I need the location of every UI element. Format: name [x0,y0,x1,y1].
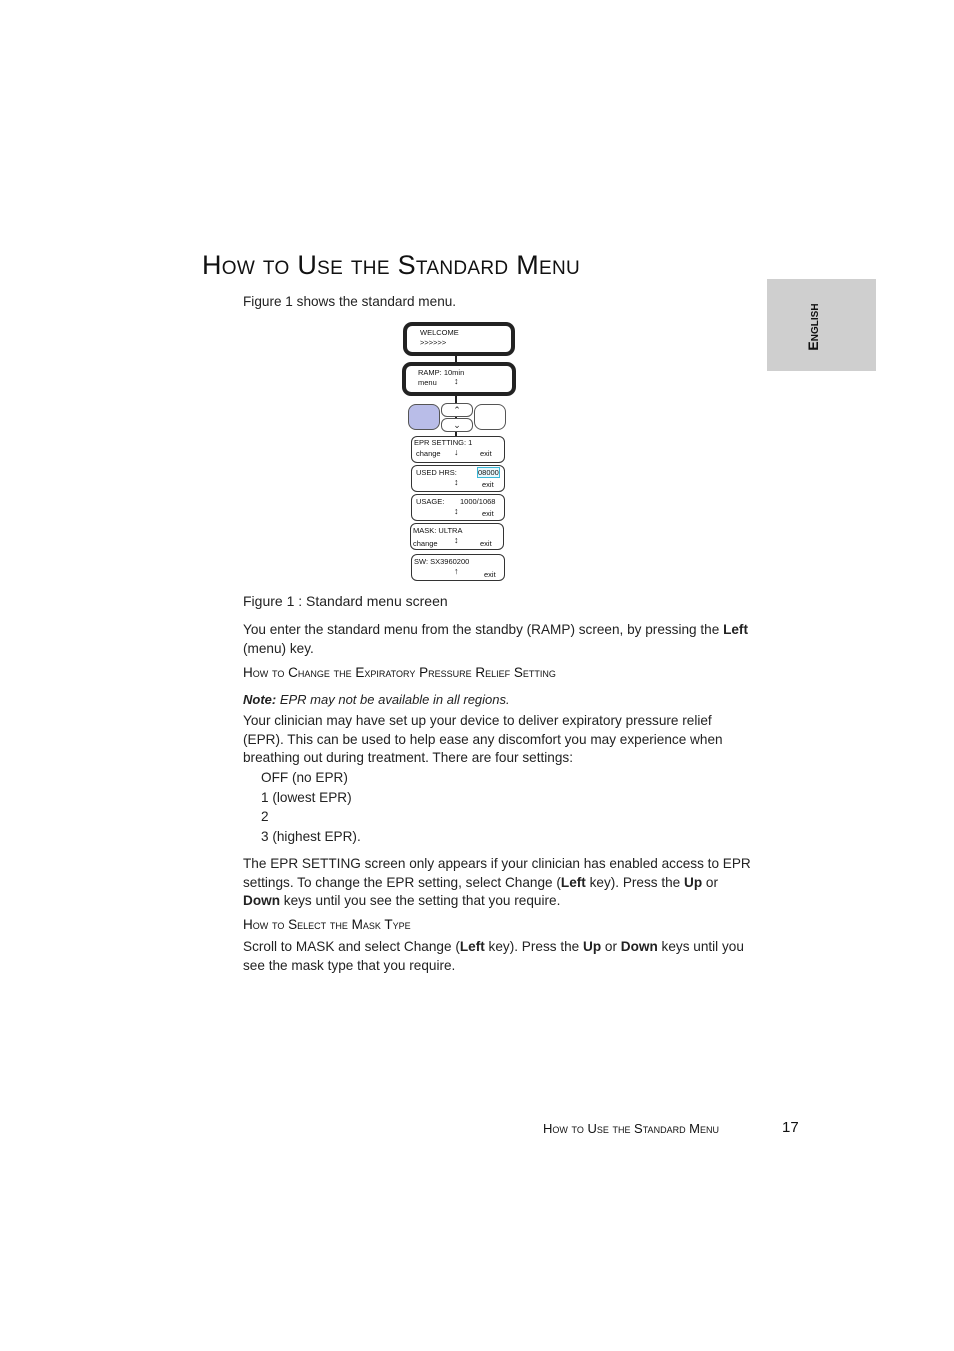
ramp-line1: RAMP: 10min [418,368,465,377]
list-item: 1 (lowest EPR) [261,790,352,805]
ramp-line2: menu [418,378,437,387]
language-tab-label: English [805,303,821,351]
usage-line1: USAGE: [416,497,445,506]
usage-right-label: exit [482,509,494,518]
mask-line1: MASK: ULTRA [413,526,463,535]
updown-arrow-icon: ↕ [454,477,459,487]
section-heading-mask: How to Select the Mask Type [243,917,411,932]
language-tab [767,279,876,371]
section-heading-epr: How to Change the Expiratory Pressure Relief Setting [243,665,556,680]
up-key-button[interactable]: ⌃ [441,403,473,417]
welcome-line2: >>>>>> [420,338,447,347]
list-item: OFF (no EPR) [261,770,348,785]
footer-title: How to Use the Standard Menu [543,1121,720,1136]
epr-left-label: change [416,449,441,458]
down-arrow-icon: ↓ [454,447,459,457]
connector-line [455,354,457,364]
updown-arrow-icon: ↕ [454,506,459,516]
used-hrs-right-label: exit [482,480,494,489]
paragraph-epr-intro: Your clinician may have set up your device to deliver expiratory pressure relief (EPR). This can be used to help ease any discomfort you may experience when breathing out during treatment. There are four settings: [243,713,723,765]
used-hrs-value: 08000 [478,468,499,477]
usage-value: 1000/1068 [460,497,496,506]
intro-text: Figure 1 shows the standard menu. [243,294,457,309]
software-line1: SW: SX3960200 [414,557,470,566]
paragraph-mask: Scroll to MASK and select Change (Left key). Press the Up or Down keys until you see the mask type that you require. [243,939,744,973]
paragraph-enter-menu: You enter the standard menu from the standby (RAMP) screen, by pressing the Left (menu) key. [243,622,748,656]
used-hrs-line1: USED HRS: [416,468,457,477]
software-right-label: exit [484,570,496,579]
right-key-button[interactable] [474,404,506,430]
left-key-button[interactable] [408,404,440,430]
page-number: 17 [782,1119,799,1136]
epr-right-label: exit [480,449,492,458]
down-key-button[interactable]: ⌄ [441,418,473,432]
note: Note: EPR may not be available in all regions. [243,692,510,707]
epr-line1: EPR SETTING: 1 [414,438,473,447]
welcome-line1: WELCOME [420,328,459,337]
list-item: 3 (highest EPR). [261,829,361,844]
mask-left-label: change [413,539,438,548]
paragraph-epr-change: The EPR SETTING screen only appears if your clinician has enabled access to EPR settings. To change the EPR setting, select Change (Left key). Press the Up or Down keys until you see the setting that you require. [243,856,751,908]
page-title: How to Use the Standard Menu [202,250,581,280]
mask-right-label: exit [480,539,492,548]
updown-arrow-icon: ↕ [454,535,459,545]
up-arrow-icon: ↑ [454,566,459,576]
list-item: 2 [261,809,269,824]
updown-arrow-icon: ↕ [454,376,459,386]
figure-caption: Figure 1 : Standard menu screen [243,593,448,609]
